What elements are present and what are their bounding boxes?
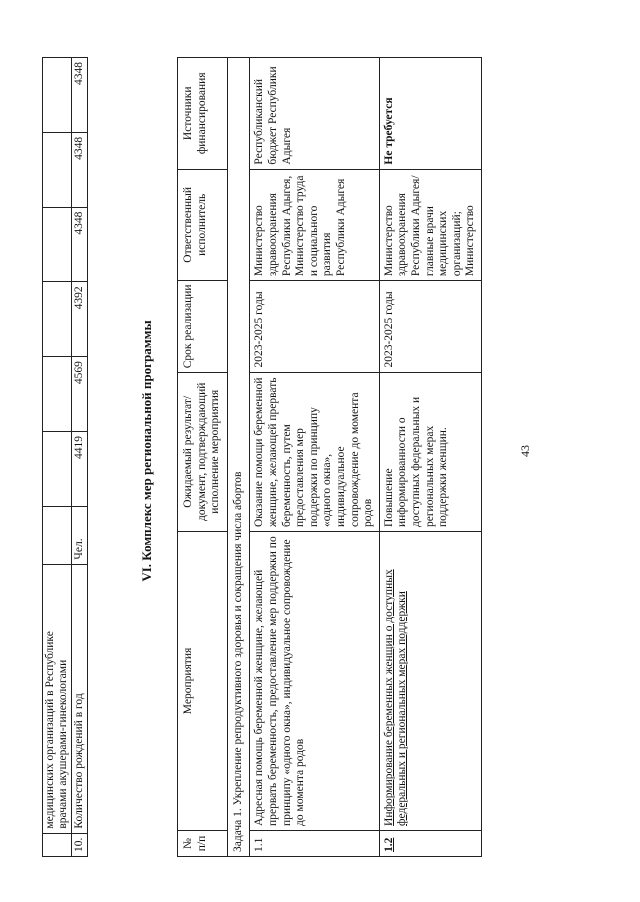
table-cell (43, 833, 72, 856)
value-cell: 4348 (72, 132, 88, 207)
indicator-name-line: медицинских организаций в Республике (44, 631, 56, 829)
task-row (227, 58, 250, 857)
term-cell: 2023-2025 годы (250, 281, 379, 372)
measure-cell: Адресная помощь беременной женщине, желающей прервать беременность, предоставление мер поддержки по принципу «одного окна», индивидуальное сопровождение до момента родов (250, 532, 379, 831)
value-cell: 4348 (72, 207, 88, 282)
term-cell: 2023-2025 годы (379, 281, 481, 372)
result-cell: Оказание помощи беременной женщине, желающей прервать беременность, путем предоставления мер поддержки по принципу «одного окна», индивидуальное сопровождение до момента родов (250, 372, 379, 531)
table-cell (43, 357, 72, 432)
row-number: 1.2 (379, 830, 481, 856)
row-number: 10. (72, 833, 88, 856)
unit-cell: Чел. (72, 506, 88, 564)
table-cell (43, 506, 72, 564)
value-cell: 4569 (72, 357, 88, 432)
table-cell (43, 58, 72, 133)
task-title: Задача 1. Укрепление репродуктивного здоровья и сокращения числа абортов (227, 58, 250, 857)
header-result: Ожидаемый результат/документ, подтверждающий исполнение мероприятия (178, 372, 228, 531)
indicators-table-continuation (42, 57, 88, 857)
header-funding: Источники финансирования (178, 58, 228, 170)
table-cell (43, 207, 72, 282)
value-cell: 4392 (72, 282, 88, 357)
indicator-name-line: врачами акушерами-гинекологами (57, 659, 69, 829)
executor-cell: Министерство здравоохранения Республики Адыгея/ главные врачи медицинских организаций; Министерство (379, 169, 481, 281)
header-num: № п/п (178, 830, 228, 856)
header-term: Срок реализации (178, 281, 228, 372)
table-header-row (178, 58, 228, 857)
table-row-10 (72, 58, 88, 857)
row-number: 1.1 (250, 830, 379, 856)
measures-table (177, 57, 482, 857)
table-cell-indicator-name (43, 564, 72, 833)
table-row-prev (43, 58, 72, 857)
rotated-page (42, 25, 602, 877)
section-title: VI. Комплекс мер региональной программы (139, 320, 154, 582)
table-row (379, 58, 481, 857)
table-cell (43, 431, 72, 506)
value-cell: 4348 (72, 58, 88, 133)
header-measures: Мероприятия (178, 532, 228, 831)
page-number: 43 (518, 445, 532, 457)
funding-cell: Республиканский бюджет Республики Адыгея (250, 58, 379, 170)
funding-cell: Не требуется (379, 58, 481, 170)
header-executor: Ответственный исполнитель (178, 169, 228, 281)
table-cell (43, 132, 72, 207)
table-row (250, 58, 379, 857)
executor-cell: Министерство здравоохранения Республики Адыгея, Министерство труда и социального развития Республики Адыгея (250, 169, 379, 281)
table-cell (43, 282, 72, 357)
indicator-name: Количество рождений в год (72, 564, 88, 833)
result-cell: Повышение информированности о доступных федеральных и региональных мерах поддержки женщин. (379, 372, 481, 531)
measure-cell: Информирование беременных женщин о доступных федеральных и региональных мерах поддержки (379, 532, 481, 831)
value-cell: 4419 (72, 431, 88, 506)
